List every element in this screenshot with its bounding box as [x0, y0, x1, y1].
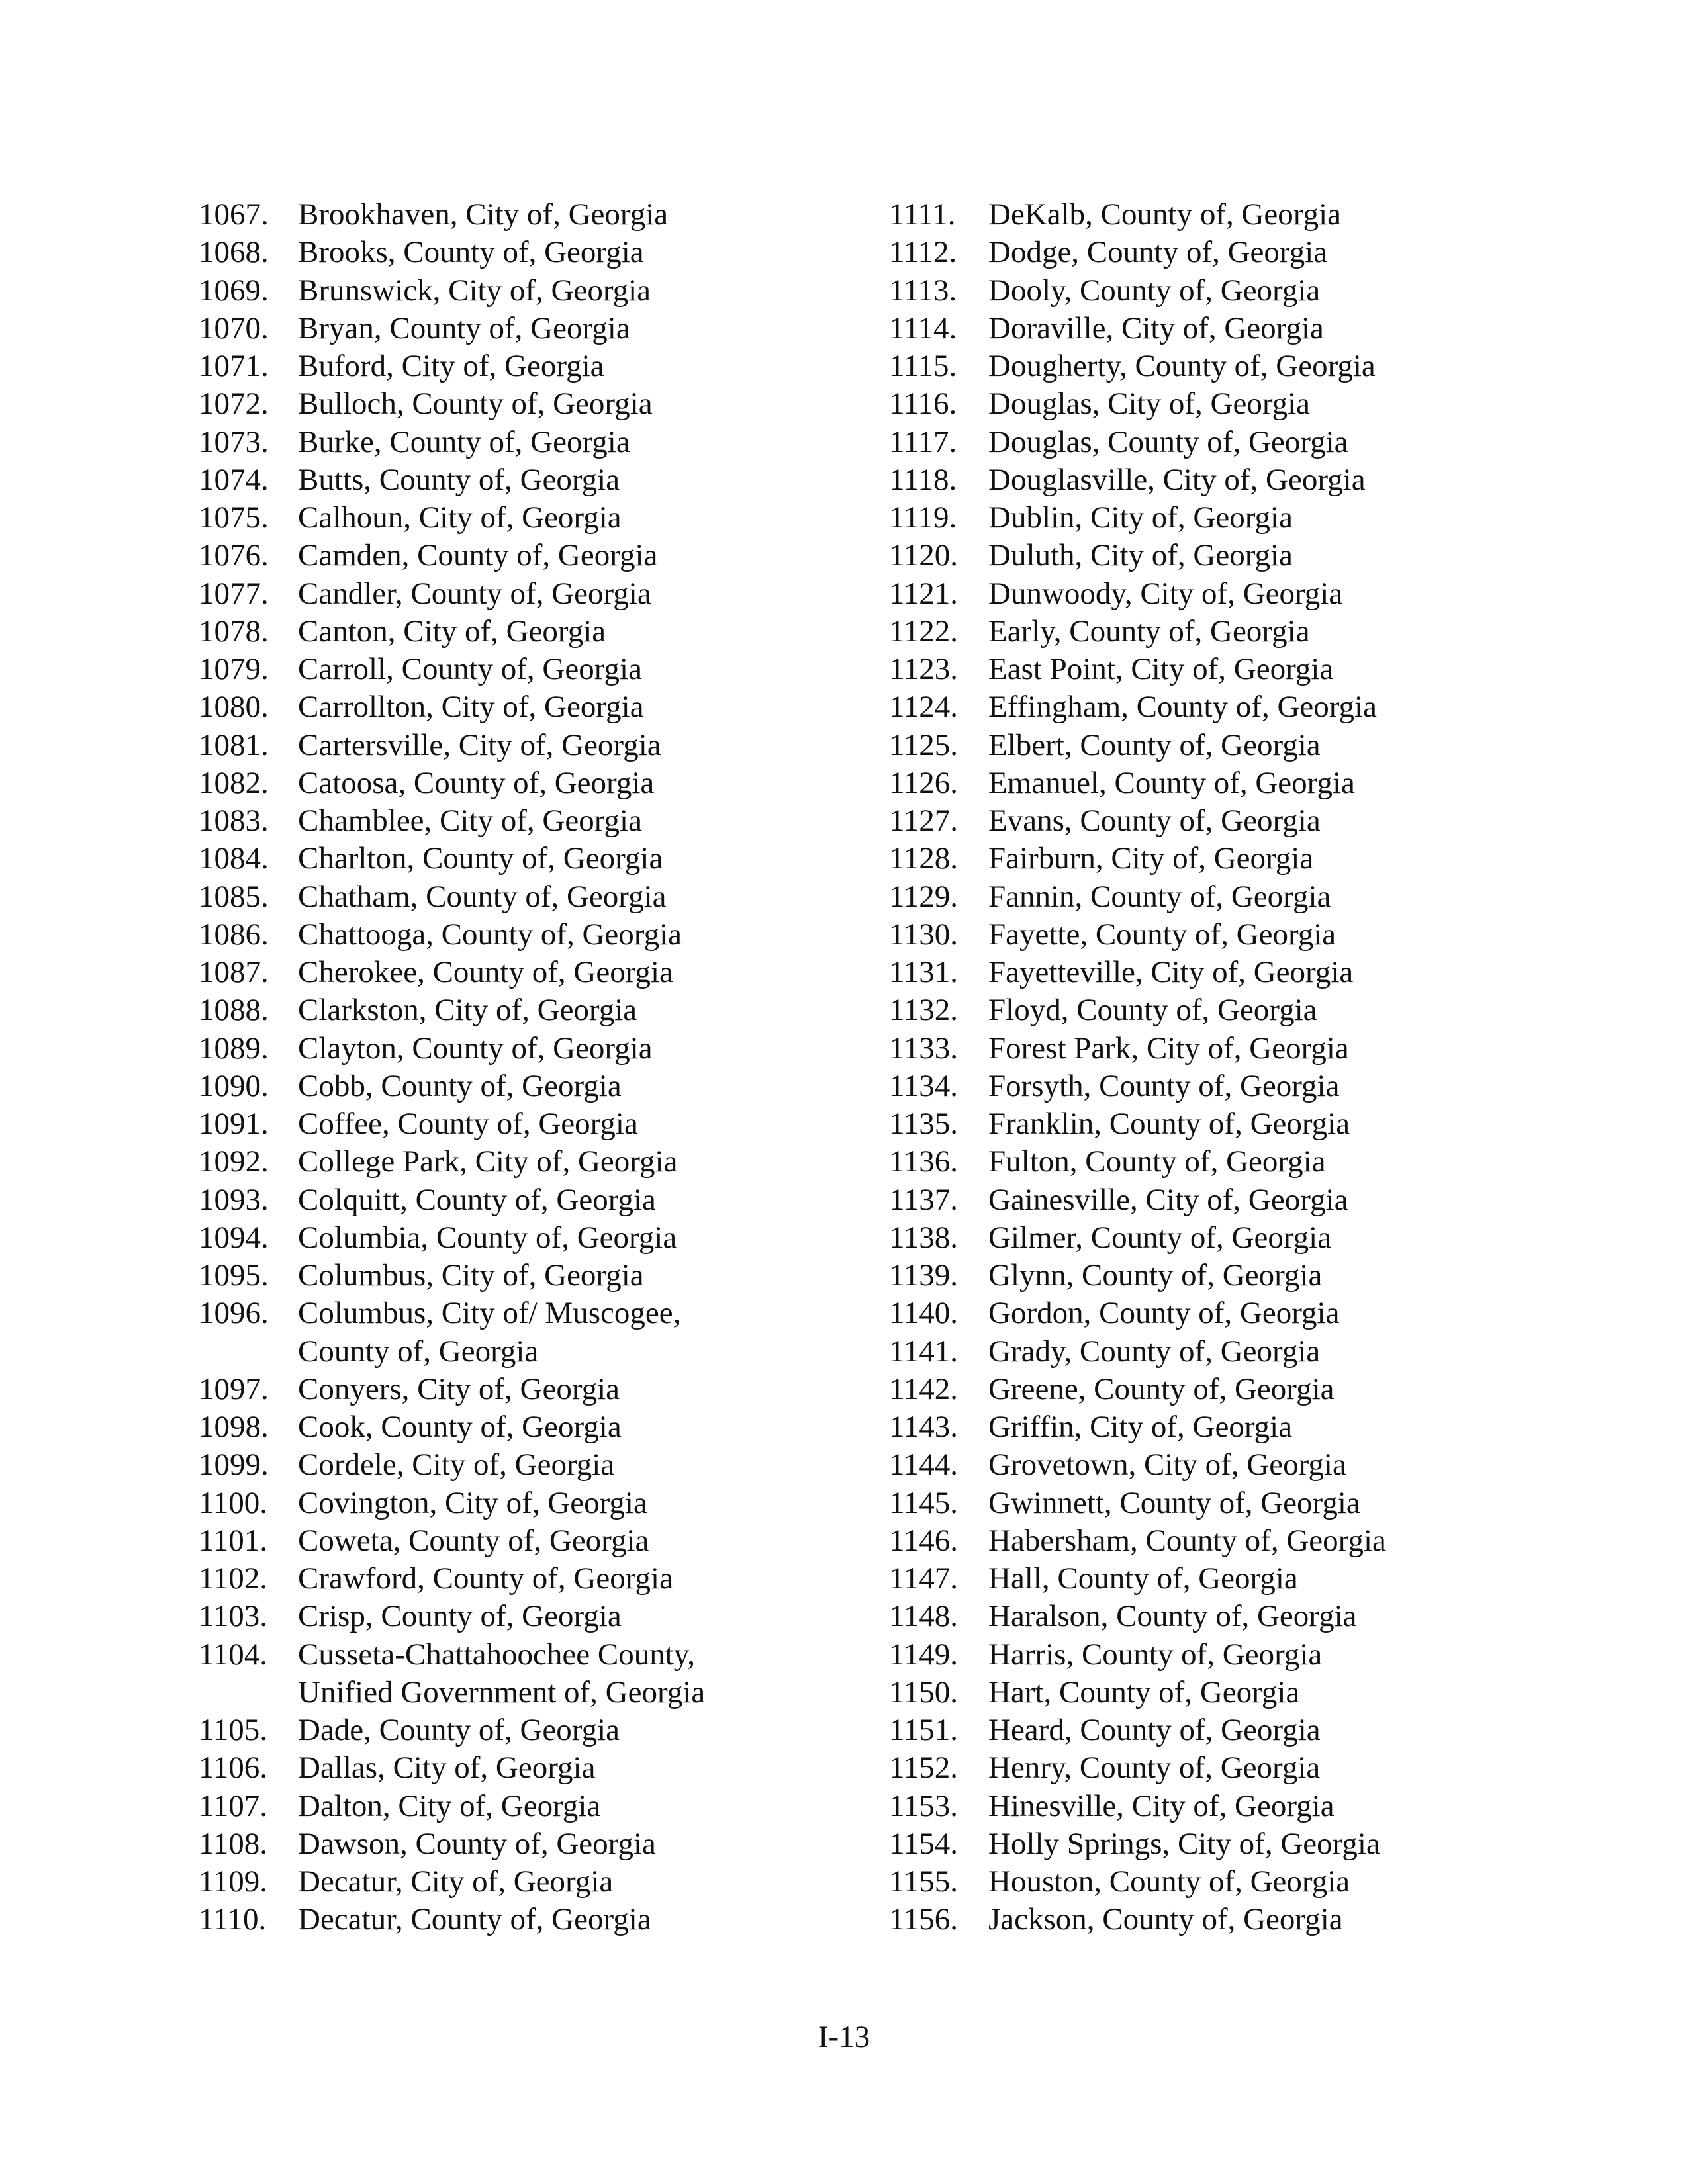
list-item-name: Dooly, County of, Georgia [988, 273, 1321, 308]
list-item-number: 1079. [199, 652, 269, 686]
list-item-number: 1102. [199, 1561, 268, 1596]
list-item [199, 1825, 861, 1863]
list-item-name: Douglasville, City of, Georgia [988, 462, 1366, 497]
list-item-number: 1137. [889, 1182, 959, 1217]
list-item-number: 1130. [889, 917, 959, 952]
list-item-number: 1097. [199, 1371, 269, 1406]
list-item-name: Haralson, County of, Georgia [988, 1599, 1357, 1634]
list-item [199, 1636, 861, 1712]
list-item-name: Dalton, City of, Georgia [298, 1788, 601, 1823]
list-item-name: Candler, County of, Georgia [298, 576, 651, 611]
list-item-number: 1069. [199, 273, 269, 308]
list-item [889, 688, 1551, 726]
list-item-name: Henry, County of, Georgia [988, 1751, 1321, 1786]
list-item [199, 1446, 861, 1484]
list-item-name: Gilmer, County of, Georgia [988, 1220, 1332, 1255]
list-item-name: Carroll, County of, Georgia [298, 652, 642, 686]
list-item-number: 1095. [199, 1258, 269, 1293]
list-item-name: Cook, County of, Georgia [298, 1410, 622, 1444]
list-item [199, 1863, 861, 1901]
list-item-number: 1075. [199, 500, 269, 535]
list-item-number: 1107. [199, 1788, 268, 1823]
list-item-name: Brunswick, City of, Georgia [298, 273, 651, 308]
list-item-number: 1081. [199, 727, 269, 762]
list-item [889, 1143, 1551, 1181]
list-item [199, 424, 861, 461]
list-item-name: Dade, County of, Georgia [298, 1713, 620, 1747]
list-item-number: 1126. [889, 765, 959, 800]
list-item [199, 1295, 861, 1371]
list-item [199, 1408, 861, 1446]
list-item-name: Brookhaven, City of, Georgia [298, 197, 669, 232]
list-item [199, 1143, 861, 1181]
list-item [199, 1522, 861, 1560]
list-item [889, 1408, 1551, 1446]
list-item-name: East Point, City of, Georgia [988, 652, 1334, 686]
list-item [889, 1636, 1551, 1674]
list-item-name: Grady, County of, Georgia [988, 1334, 1321, 1369]
list-item-name: Dublin, City of, Georgia [988, 500, 1293, 535]
list-item-name: Decatur, City of, Georgia [298, 1864, 614, 1899]
list-item-name: Columbus, City of, Georgia [298, 1258, 644, 1293]
list-item-name: Canton, City of, Georgia [298, 614, 606, 649]
list-item-number: 1098. [199, 1410, 269, 1444]
list-item-name: Crisp, County of, Georgia [298, 1599, 622, 1634]
list-item [889, 1711, 1551, 1749]
list-item [199, 385, 861, 423]
list-item-name: Harris, County of, Georgia [988, 1637, 1323, 1672]
list-item-name: Fayette, County of, Georgia [988, 917, 1336, 952]
list-item [889, 272, 1551, 310]
list-item [889, 1598, 1551, 1635]
list-item-name: Gordon, County of, Georgia [988, 1296, 1340, 1331]
list-item [889, 196, 1551, 234]
list-item-number: 1122. [889, 614, 959, 649]
list-item [199, 310, 861, 347]
list-item-name: Grovetown, City of, Georgia [988, 1447, 1346, 1482]
list-item-number: 1086. [199, 917, 269, 952]
list-item-number: 1087. [199, 955, 269, 989]
list-item-name: Gainesville, City of, Georgia [988, 1182, 1348, 1217]
list-item-number: 1083. [199, 803, 269, 838]
list-item-number: 1147. [889, 1561, 959, 1596]
list-item-number: 1149. [889, 1637, 959, 1672]
list-item-number: 1132. [889, 993, 959, 1028]
list-item-name: Bryan, County of, Georgia [298, 310, 630, 345]
list-item [889, 878, 1551, 916]
list-item-name: Catoosa, County of, Georgia [298, 765, 655, 800]
list-item [889, 537, 1551, 574]
list-item [889, 1522, 1551, 1560]
list-item-name: Duluth, City of, Georgia [988, 538, 1293, 573]
list-item-number: 1145. [889, 1485, 959, 1520]
list-item [199, 991, 861, 1029]
list-item-number: 1118. [889, 462, 957, 497]
list-item-number: 1140. [889, 1296, 959, 1331]
list-item [889, 991, 1551, 1029]
list-item [889, 1181, 1551, 1219]
list-item-name: Greene, County of, Georgia [988, 1371, 1335, 1406]
list-item-number: 1116. [889, 387, 957, 422]
list-item [199, 1219, 861, 1257]
list-item-number: 1114. [889, 310, 957, 345]
list-item [199, 1711, 861, 1749]
list-item [889, 1484, 1551, 1522]
list-item [199, 1030, 861, 1068]
list-item-number: 1103. [199, 1599, 268, 1634]
list-item [889, 651, 1551, 688]
list-item-number: 1144. [889, 1447, 959, 1482]
list-item [889, 1333, 1551, 1371]
list-item-name: Coffee, County of, Georgia [298, 1107, 638, 1141]
list-item-number: 1090. [199, 1068, 269, 1103]
list-item [889, 840, 1551, 878]
list-item [199, 537, 861, 574]
list-item [889, 1446, 1551, 1484]
list-item-number: 1120. [889, 538, 959, 573]
list-item-number: 1099. [199, 1447, 269, 1482]
list-item-number: 1085. [199, 879, 269, 914]
list-item-name: Habersham, County of, Georgia [988, 1523, 1386, 1558]
list-item-name: Bulloch, County of, Georgia [298, 387, 653, 422]
list-item-number: 1106. [199, 1751, 268, 1786]
list-item-number: 1068. [199, 235, 269, 270]
list-item [889, 424, 1551, 461]
list-item [199, 727, 861, 764]
list-item [199, 954, 861, 991]
list-item [889, 764, 1551, 802]
list-item [199, 1901, 861, 1938]
list-item [889, 461, 1551, 499]
list-item [889, 1257, 1551, 1295]
list-item-number: 1115. [889, 349, 957, 383]
list-item [199, 613, 861, 651]
list-item-number: 1093. [199, 1182, 269, 1217]
list-item [889, 310, 1551, 347]
list-item [199, 272, 861, 310]
list-item [889, 1901, 1551, 1938]
list-item-number: 1112. [889, 235, 957, 270]
list-item [199, 1484, 861, 1522]
list-item-number: 1094. [199, 1220, 269, 1255]
list-item [889, 499, 1551, 537]
list-item [889, 1030, 1551, 1068]
list-item-name: Jackson, County of, Georgia [988, 1902, 1343, 1937]
list-item-number: 1108. [199, 1826, 268, 1861]
list-item-name: Calhoun, City of, Georgia [298, 500, 622, 535]
list-item [199, 878, 861, 916]
list-item-name: Cherokee, County of, Georgia [298, 955, 673, 989]
list-item-name: Early, County of, Georgia [988, 614, 1310, 649]
list-item-name: Heard, County of, Georgia [988, 1713, 1321, 1747]
list-item-name: Dallas, City of, Georgia [298, 1751, 596, 1786]
list-item [199, 347, 861, 385]
list-item [889, 802, 1551, 840]
list-item-number: 1111. [889, 197, 956, 232]
list-item [199, 1257, 861, 1295]
list-item-number: 1142. [889, 1371, 959, 1406]
list-item-name: Clarkston, City of, Georgia [298, 993, 637, 1028]
list-item-number: 1119. [889, 500, 957, 535]
list-item-number: 1124. [889, 690, 959, 725]
list-item [889, 1863, 1551, 1901]
list-item-number: 1105. [199, 1713, 268, 1747]
list-item-number: 1100. [199, 1485, 268, 1520]
list-item-number: 1076. [199, 538, 269, 573]
list-item-number: 1133. [889, 1030, 959, 1066]
list-item [889, 954, 1551, 991]
list-item-name: Douglas, County of, Georgia [988, 424, 1348, 459]
list-item-name: Butts, County of, Georgia [298, 462, 620, 497]
list-item-name: Hall, County of, Georgia [988, 1561, 1298, 1596]
list-item-number: 1113. [889, 273, 957, 308]
list-item-name: Elbert, County of, Georgia [988, 727, 1321, 762]
list-item [199, 840, 861, 878]
list-item-number: 1080. [199, 690, 269, 725]
list-item [889, 1749, 1551, 1787]
list-item [889, 1788, 1551, 1825]
list-item-name: Dodge, County of, Georgia [988, 235, 1328, 270]
list-item-number: 1134. [889, 1068, 959, 1103]
list-item-number: 1084. [199, 841, 269, 876]
list-item [889, 1068, 1551, 1105]
list-item-number: 1089. [199, 1030, 269, 1066]
list-item [199, 461, 861, 499]
list-item [889, 234, 1551, 271]
list-item-number: 1143. [889, 1410, 959, 1444]
list-item [199, 651, 861, 688]
list-item-number: 1071. [199, 349, 269, 383]
list-item-number: 1091. [199, 1107, 269, 1141]
list-item [889, 1219, 1551, 1257]
list-item-name: Columbus, City of/ Muscogee, County of, Georgia [298, 1296, 681, 1369]
list-item-number: 1082. [199, 765, 269, 800]
list-item-name: Cordele, City of, Georgia [298, 1447, 615, 1482]
list-item-name: Hart, County of, Georgia [988, 1674, 1300, 1709]
list-item-name: Carrollton, City of, Georgia [298, 690, 644, 725]
list-item-name: Fayetteville, City of, Georgia [988, 955, 1354, 989]
list-item-number: 1152. [889, 1751, 959, 1786]
list-item-number: 1074. [199, 462, 269, 497]
list-item-name: Covington, City of, Georgia [298, 1485, 647, 1520]
list-item-name: Decatur, County of, Georgia [298, 1902, 651, 1937]
list-item-number: 1070. [199, 310, 269, 345]
list-item [199, 764, 861, 802]
list-item [889, 613, 1551, 651]
list-item-name: Floyd, County of, Georgia [988, 993, 1317, 1028]
list-item-name: Doraville, City of, Georgia [988, 310, 1324, 345]
list-item-name: Dunwoody, City of, Georgia [988, 576, 1343, 611]
list-item-name: Fannin, County of, Georgia [988, 879, 1331, 914]
list-item-name: Houston, County of, Georgia [988, 1864, 1350, 1899]
list-item-number: 1127. [889, 803, 959, 838]
left-column-list [199, 196, 861, 1939]
list-item-number: 1150. [889, 1674, 959, 1709]
list-item-number: 1139. [889, 1258, 959, 1293]
list-item [199, 1371, 861, 1408]
list-item-number: 1121. [889, 576, 959, 611]
list-item-number: 1125. [889, 727, 959, 762]
list-item-number: 1096. [199, 1296, 269, 1331]
list-item-name: Douglas, City of, Georgia [988, 387, 1311, 422]
list-item-name: Evans, County of, Georgia [988, 803, 1321, 838]
list-item-number: 1104. [199, 1637, 268, 1672]
right-column-list [889, 196, 1551, 1939]
list-item [199, 1181, 861, 1219]
list-item [199, 1105, 861, 1143]
list-item-number: 1123. [889, 652, 959, 686]
list-item-name: Holly Springs, City of, Georgia [988, 1826, 1380, 1861]
list-item-name: Coweta, County of, Georgia [298, 1523, 649, 1558]
list-item-name: Columbia, County of, Georgia [298, 1220, 677, 1255]
list-item [199, 1788, 861, 1825]
list-item-number: 1131. [889, 955, 959, 989]
list-item-number: 1155. [889, 1864, 959, 1899]
list-item-name: Brooks, County of, Georgia [298, 235, 644, 270]
list-item-number: 1117. [889, 424, 957, 459]
list-item-name: Fulton, County of, Georgia [988, 1144, 1326, 1179]
list-item-name: Cartersville, City of, Georgia [298, 727, 661, 762]
list-item-number: 1151. [889, 1713, 959, 1747]
list-item-name: College Park, City of, Georgia [298, 1144, 678, 1179]
list-item [889, 385, 1551, 423]
list-item-number: 1101. [199, 1523, 268, 1558]
list-item [199, 688, 861, 726]
list-item-name: Colquitt, County of, Georgia [298, 1182, 656, 1217]
list-item-number: 1110. [199, 1902, 267, 1937]
list-item [889, 1825, 1551, 1863]
list-item [199, 802, 861, 840]
list-item-name: Chatham, County of, Georgia [298, 879, 667, 914]
list-item-number: 1153. [889, 1788, 959, 1823]
list-item-number: 1109. [199, 1864, 268, 1899]
list-item-name: Gwinnett, County of, Georgia [988, 1485, 1360, 1520]
list-item-name: Chamblee, City of, Georgia [298, 803, 642, 838]
page-number: I-13 [818, 2020, 870, 2054]
list-item-name: Clayton, County of, Georgia [298, 1030, 653, 1066]
list-item [199, 1598, 861, 1635]
list-item-name: Conyers, City of, Georgia [298, 1371, 620, 1406]
list-item-name: Forest Park, City of, Georgia [988, 1030, 1349, 1066]
list-item-name: Cusseta-Chattahoochee County, Unified Government of, Georgia [298, 1637, 706, 1709]
list-item-name: Effingham, County of, Georgia [988, 690, 1377, 725]
list-item [199, 1560, 861, 1598]
list-item-number: 1156. [889, 1902, 959, 1937]
list-item-number: 1154. [889, 1826, 959, 1861]
list-item-number: 1136. [889, 1144, 959, 1179]
list-item-name: Dougherty, County of, Georgia [988, 349, 1376, 383]
list-item-name: Forsyth, County of, Georgia [988, 1068, 1340, 1103]
list-item [889, 1674, 1551, 1711]
list-item [199, 1068, 861, 1105]
list-item-name: Chattooga, County of, Georgia [298, 917, 682, 952]
list-item-name: Griffin, City of, Georgia [988, 1410, 1293, 1444]
list-item-number: 1067. [199, 197, 269, 232]
list-item [199, 499, 861, 537]
list-item-name: Burke, County of, Georgia [298, 424, 630, 459]
list-item-name: Buford, City of, Georgia [298, 349, 604, 383]
list-item-name: Hinesville, City of, Georgia [988, 1788, 1335, 1823]
list-item-number: 1128. [889, 841, 959, 876]
list-item [199, 1749, 861, 1787]
list-item-number: 1138. [889, 1220, 959, 1255]
list-item [889, 347, 1551, 385]
list-item [199, 575, 861, 613]
list-item-name: Emanuel, County of, Georgia [988, 765, 1355, 800]
list-item [889, 727, 1551, 764]
list-item-name: Crawford, County of, Georgia [298, 1561, 673, 1596]
list-item-name: DeKalb, County of, Georgia [988, 197, 1341, 232]
list-item-number: 1135. [889, 1107, 959, 1141]
list-item [889, 575, 1551, 613]
list-item-number: 1078. [199, 614, 269, 649]
list-item [199, 196, 861, 234]
list-item-number: 1072. [199, 387, 269, 422]
list-item [199, 234, 861, 271]
list-item [889, 1371, 1551, 1408]
list-item-number: 1129. [889, 879, 959, 914]
list-item-name: Cobb, County of, Georgia [298, 1068, 622, 1103]
list-item-name: Camden, County of, Georgia [298, 538, 658, 573]
list-item-name: Dawson, County of, Georgia [298, 1826, 656, 1861]
list-item-number: 1092. [199, 1144, 269, 1179]
list-item [889, 916, 1551, 954]
list-item-number: 1077. [199, 576, 269, 611]
list-item-name: Glynn, County of, Georgia [988, 1258, 1323, 1293]
list-item [889, 1295, 1551, 1332]
list-item-number: 1148. [889, 1599, 959, 1634]
list-item-number: 1088. [199, 993, 269, 1028]
list-item-number: 1073. [199, 424, 269, 459]
list-item [889, 1105, 1551, 1143]
list-item-number: 1146. [889, 1523, 959, 1558]
list-item-number: 1141. [889, 1334, 959, 1369]
list-item [889, 1560, 1551, 1598]
list-item-name: Franklin, County of, Georgia [988, 1107, 1350, 1141]
list-item [199, 916, 861, 954]
list-item-name: Fairburn, City of, Georgia [988, 841, 1314, 876]
list-item-name: Charlton, County of, Georgia [298, 841, 663, 876]
